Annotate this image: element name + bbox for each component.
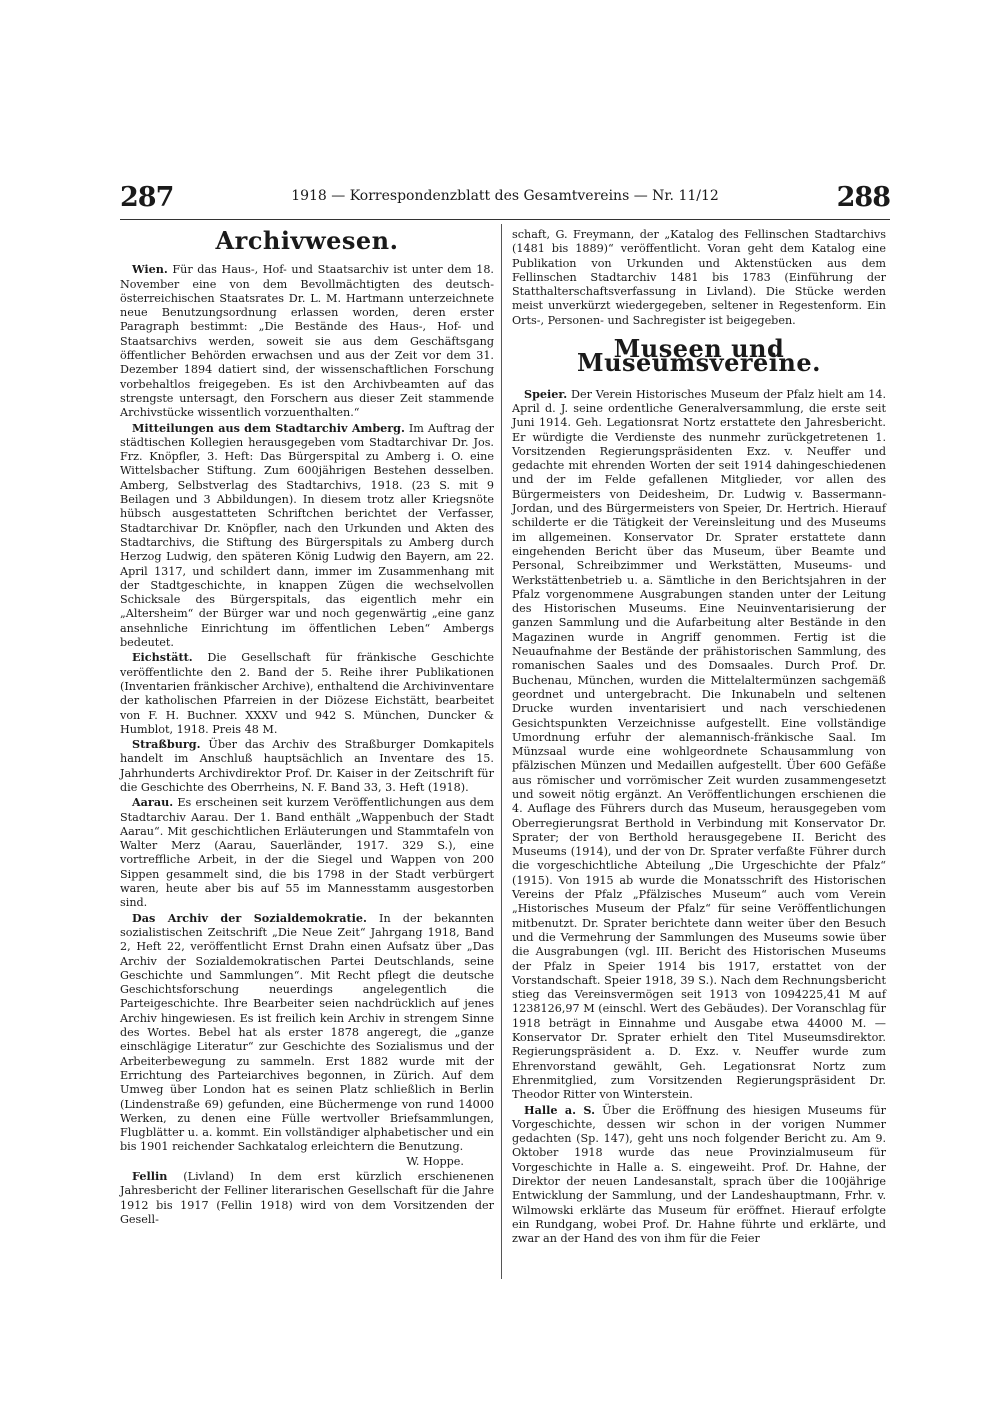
entry-keyword: Aarau.: [132, 795, 174, 810]
entry-speier: [512, 387, 886, 1103]
entry-text: In der bekannten sozialistischen Zeitschrift „Die Neue Zeit“ Jahrgang 1918, Band 2, Heft 22, veröffentlicht Ernst Drahn einen Aufsatz über „Das Archiv der Sozialdemokratischen Partei Deutschlands, seine Geschichte und Sammlungen“. Mit Recht pflegt die deutsche Geschichtsforschung neuerdings angelegentlich die Parteigeschichte. Ihre Bearbeiter seien nachdrücklich auf jenes Archiv hingewiesen. Es ist freilich kein Archiv in strengem Sinne des Wortes. Bebel hat als erster 1878 angeregt, die „ganze einschlägige Literatur“ zur Geschichte des Sozialismus und der Arbeiterbewegung zu sammeln. Erst 1882 wurde mit der Errichtung des Parteiarchives begonnen, in Zürich. Auf dem Umweg über London hat es seinen Platz schließlich in Berlin (Lindenstraße 69) gefunden, eine Büchermenge von rund 14000 Werken, zu denen eine Fülle wertvoller Briefsammlungen, Flugblätter u. a. kommt. Ein vollständiger alphabetischer und ein bis 1901 reichender Sachkatalog erleichtern die Benutzung.: [120, 911, 495, 1154]
entry-keyword: Straßburg.: [132, 737, 201, 752]
entry-amberg: [120, 421, 494, 651]
entry-keyword: Speier.: [524, 386, 568, 401]
entry-text: Es erscheinen seit kurzem Veröffentlichungen aus dem Stadtarchiv Aarau. Der 1. Band enthält „Wappenbuch der Stadt Aarau“. Mit geschichtlichen Erläuterungen und Stammtafeln von Walter Merz (Aarau, Sauerländer, 1917. 329 S.), eine vortreffliche Arbeit, in der die Siegel und Wappen von 200 Sippen gesammelt sind, die bis 1798 in der Stadt verbürgert waren, heute aber bis auf 55 im Mannesstamm ausgestorben sind.: [120, 796, 494, 910]
entry-text: Der Verein Historisches Museum der Pfalz hielt am 14. April d. J. seine ordentliche Generalversammlung, die erste seit Juni 1914. Geh. Legationsrat Nortz erstattete den Jahresbericht. Er würdigte die Verdienste des nunmehr zurückgetretenen 1. Vorsitzenden Regierungspräsidenten Exz. v. Neuffer und gedachte mit ehrenden Worten der seit 1914 dahingeschiedenen und der im Felde gefallenen Mitglieder, vor allen des Bürgermeisters von Deidesheim, Dr. Ludwig v. Bassermann-Jordan, und des Bürgermeisters von Speier, Dr. Hertrich. Hierauf schilderte er die Tätigkeit der Vereinsleitung und des Museums im allgemeinen. Konservator Dr. Sprater erstattete dann eingehenden Bericht über das Museum, über Beamte und Personal, Schreibzimmer und Werkstätten, Museums- und Werkstättenbetrieb u. a. Sämtliche in den Berichtsjahren in der Pfalz vorgenommene Ausgrabungen standen unter der Leitung des Historischen Museums. Eine Neuinventarisierung der ganzen Sammlung und die Aufarbeitung alter Bestände in den Magazinen wurde in Angriff genommen. Fertig ist die Neuaufnahme der Bestände der prähistorischen Sammlung, des romanischen Saales und des Domsaales. Durch Prof. Dr. Buchenau, München, wurden die Mittelaltermünzen sachgemäß geordnet und untergebracht. Die Inkunabeln und seltenen Drucke wurden inventarisiert und nach verschiedenen Gesichtspunkten Verzeichnisse aufgestellt. Eine vollständige Umordnung erfuhr der alemannisch-fränkische Saal. Im Münzsaal wurde eine wohlgeordnete Schausammlung von pfälzischen Münzen und Medaillen aufgestellt. Über 600 Gefäße aus römischer und vorrömischer Zeit wurden zusammengesetzt und soweit nötig ergänzt. An Veröffentlichungen erschienen die 4. Auflage des Führers durch das Museum, herausgegeben vom Oberregierungsrat Berthold in Verbindung mit Konservator Dr. Sprater; der von Berthold herausgegebene II. Bericht des Museums (1914), und der von Dr. Sprater verfaßte Führer durch die vorgeschichtliche Abteilung „Die Urgeschichte der Pfalz“ (1915). Von 1915 ab wurde die Monatsschrift des Historischen Vereins der Pfalz „Pfälzisches Museum“ auch vom Verein „Historisches Museum der Pfalz“ für seine Veröffentlichungen mitbenutzt. Dr. Sprater berichtete dann weiter über den Besuch und die Vermehrung der Sammlungen des Museums sowie über die Ausgrabungen (vgl. III. Bericht des Historischen Museums der Pfalz in Speier 1914 bis 1917, erstattet von der Vorstandschaft. Speier 1918, 39 S.). Nach dem Rechnungsbericht stieg das Vereinsvermögen seit 1913 von 1094225,41 M auf 1238126,97 M (einschl. Wert des Gebäudes). Der Voranschlag für 1918 beträgt in Einnahme und Ausgabe etwa 44000 M. — Konservator Dr. Sprater erhielt den Titel Museumsdirektor. Regierungspräsident a. D. Exz. v. Neuffer wurde zum Ehrenvorstand gewählt, Geh. Legationsrat Nortz zum Ehrenmitglied, zum Vorsitzenden Regierungspräsident Dr. Theodor Ritter von Winterstein.: [512, 387, 886, 1102]
continuation-text: schaft, G. Freymann, der „Katalog des Fellinschen Stadtarchivs (1481 bis 1889)“ veröffentlicht. Voran geht dem Katalog eine Publikation von Urkunden und Aktenstücken aus dem Fellinschen Stadtarchiv 1481 bis 1783 (Einführung der Statthalterschaftsverfassung in Livland). Die Stücke werden meist unverkürzt wiedergegeben, seltener in Regestenform. Ein Orts-, Personen- und Sachregister ist beigegeben.: [512, 228, 886, 327]
entry-text: Die Gesellschaft für fränkische Geschichte veröffentlichte den 2. Band der 5. Reihe ihrer Publikationen (Inventarien fränkischer Archive), enthaltend die Archivinventare der katholischen Pfarreien in der Diözese Eichstätt, bearbeitet von F. H. Buchner. XXXV und 942 S. München, Duncker & Humblot, 1918. Preis 48 M.: [120, 651, 494, 736]
entry-text: Für das Haus-, Hof- und Staatsarchiv ist unter dem 18. November eine von dem Bevollmächtigten des deutsch-österreichischen Staatsrates Dr. L. M. Hartmann unterzeichnete neue Benutzungsordnung erlassen worden, deren erster Paragraph bestimmt: „Die Bestände des Haus-, Hof- und Staatsarchivs werden, soweit sie aus dem Geschäftsgang öffentlicher Behörden erwachsen und aus der Zeit vor dem 31. Dezember 1894 datiert sind, der wissenschaftlichen Forschung vorbehaltlos freigegeben. Es ist den Archivbeamten auf das strengste untersagt, den Forschern aus dieser Zeit stammende Archivstücke wissentlich vorzuenthalten.“: [120, 263, 494, 420]
page-number-right: 288: [836, 182, 890, 213]
entry-keyword: Mitteilungen aus dem Stadtarchiv Amberg.: [132, 420, 405, 435]
entry-sozialdemokratie: [120, 911, 494, 1155]
left-column: [120, 228, 494, 1227]
entry-strassburg: [120, 737, 494, 795]
entry-keyword: Eichstätt.: [132, 650, 193, 665]
entry-text: Im Auftrag der städtischen Kollegien herausgegeben vom Stadtarchivar Dr. Jos. Frz. Knöpfler, 3. Heft: Das Bürgerspital zu Amberg i. O. eine Wittelsbacher Stiftung. Zum 600jährigen Bestehen desselben. Amberg, Selbstverlag des Stadtarchivs, 1918. (23 S. mit 9 Beilagen und 3 Abbildungen). In diesem trotz aller Kriegsnöte hübsch ausgestatteten Schriftchen berichtet der Verfasser, Stadtarchivar Dr. Knöpfler, nach den Urkunden und Akten des Stadtarchivs, die Stiftung des Bürgerspitals zu Amberg durch Herzog Ludwig, den späteren König Ludwig den Bayern, am 22. April 1317, und schildert dann, immer im Zusammenhang mit der Stadtgeschichte, in knappen Zügen die wechselvollen Schicksale des Bürgerspitals, das eigentlich mehr ein „Altersheim“ der Bürger war und noch gegenwärtig „eine ganz ansehnliche Einrichtung im öffentlichen Leben“ Ambergs bedeutet.: [120, 421, 494, 650]
entry-fellin: [120, 1169, 494, 1227]
entry-keyword: Wien.: [132, 262, 168, 277]
running-title: 1918 — Korrespondenzblatt des Gesamtvereins — Nr. 11/12: [291, 188, 719, 204]
entry-text: (Livland) In dem erst kürzlich erschienenen Jahresbericht der Felliner literarischen Gesellschaft für die Jahre 1912 bis 1917 (Fellin 1918) wird von dem Vorsitzenden der Gesell-: [120, 1170, 494, 1226]
section-title-museen: Museen und Museumsvereine.: [577, 334, 821, 378]
entry-halle: [512, 1103, 886, 1247]
page-header: [120, 182, 890, 222]
author-signature: W. Hoppe.: [406, 1154, 464, 1168]
column-divider: [501, 224, 502, 1279]
entry-text: Über das Archiv des Straßburger Domkapitels handelt im Anschluß hauptsächlich an Inventare des 15. Jahrhunderts Archivdirektor Prof. Dr. Kaiser in der Zeitschrift für die Geschichte des Oberrheins, N. F. Band 33, 3. Heft (1918).: [120, 738, 494, 794]
entry-wien: [120, 262, 494, 420]
entry-eichstaett: [120, 650, 494, 737]
section-title-archivwesen: Archivwesen.: [215, 226, 399, 255]
entry-aarau: [120, 795, 494, 910]
entry-keyword: Halle a. S.: [524, 1102, 596, 1117]
entry-keyword: Fellin: [132, 1169, 168, 1183]
page-number-left: 287: [120, 182, 174, 213]
right-column: [512, 228, 886, 1246]
entry-keyword: Das Archiv der Sozialdemokratie.: [132, 910, 367, 925]
entry-text: Über die Eröffnung des hiesigen Museums für Vorgeschichte, dessen wir schon in der vorigen Nummer gedachten (Sp. 147), geht uns noch folgender Bericht zu. Am 9. Oktober 1918 wurde das neue Provinzialmuseum für Vorgeschichte in Halle a. S. eingeweiht. Prof. Dr. Hahne, der Direktor der neuen Landesanstalt, sprach über die 100jährige Entwicklung der Sammlung, und der Landeshauptmann, Frhr. v. Wilmowski erklärte das Museum für eröffnet. Hierauf erfolgte ein Rundgang, wobei Prof. Dr. Hahne führte und erklärte, und zwar an der Hand des von ihm für die Feier: [512, 1103, 887, 1246]
header-rule: [120, 219, 890, 220]
